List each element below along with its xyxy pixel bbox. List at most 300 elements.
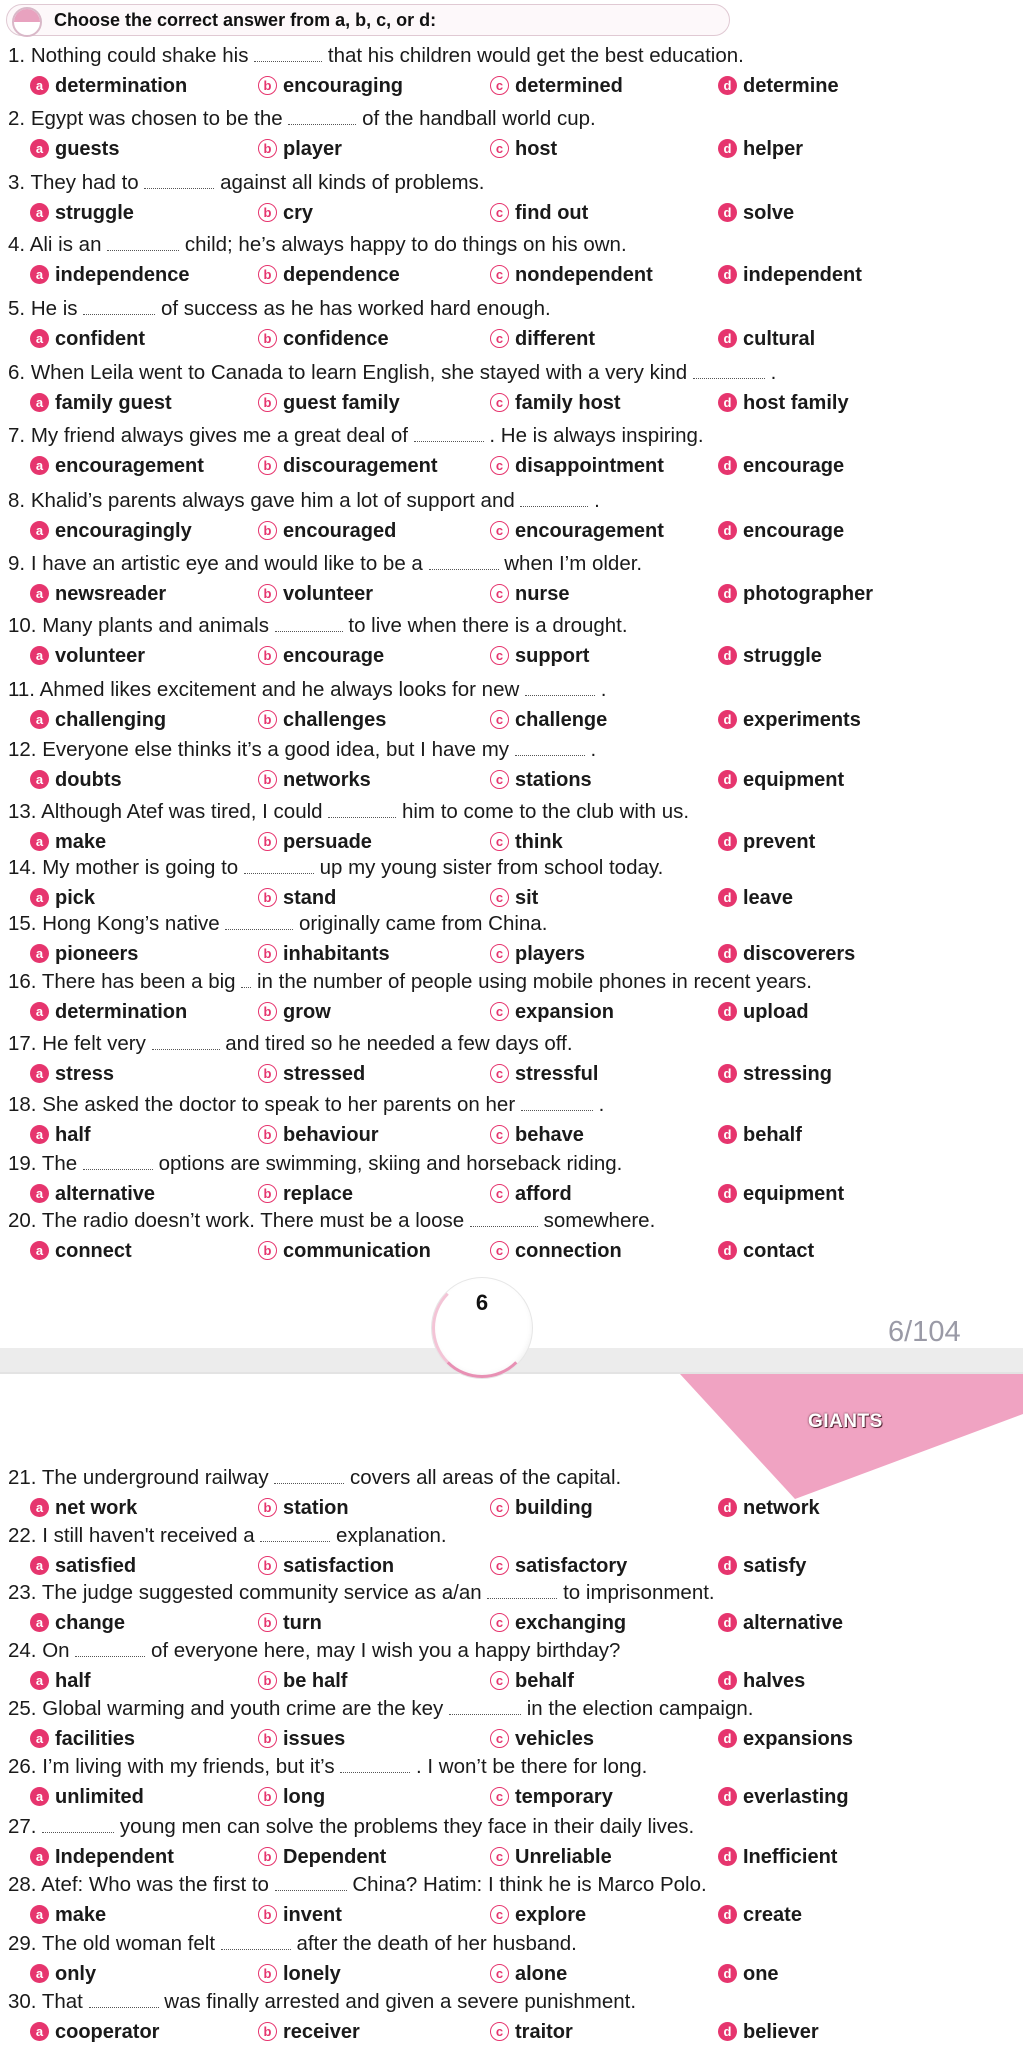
option-letter-badge: c	[490, 1498, 509, 1517]
question-tail: up my young sister from school today.	[319, 856, 664, 879]
option-label: support	[515, 645, 590, 667]
option-b[interactable]	[258, 942, 390, 966]
option-c[interactable]	[490, 2020, 573, 2044]
question-number: 3.	[8, 171, 26, 194]
option-label: expansions	[743, 1728, 854, 1750]
option-letter-badge: b	[258, 393, 277, 412]
answer-blank[interactable]	[340, 1755, 410, 1773]
option-c[interactable]	[490, 519, 664, 543]
option-b[interactable]	[258, 1845, 386, 1869]
option-a[interactable]	[30, 1785, 144, 1809]
option-label: network	[743, 1497, 820, 1519]
option-c[interactable]	[490, 1727, 594, 1751]
question-tail: and tired so he needed a few days off.	[225, 1032, 573, 1055]
option-b[interactable]	[258, 201, 313, 225]
answer-blank[interactable]	[83, 297, 155, 315]
question-tail: China? Hatim: I think he is Marco Polo.	[352, 1873, 707, 1896]
option-letter-badge: d	[718, 944, 737, 963]
answer-blank[interactable]	[75, 1639, 145, 1657]
option-a[interactable]	[30, 1903, 106, 1927]
option-d[interactable]	[718, 137, 803, 161]
option-d[interactable]	[718, 1239, 814, 1263]
option-c[interactable]	[490, 137, 557, 161]
option-letter-badge: c	[490, 710, 509, 729]
option-b[interactable]	[258, 327, 389, 351]
answer-blank[interactable]	[693, 361, 765, 379]
answer-blank[interactable]	[144, 171, 214, 189]
question-text	[8, 1524, 1018, 1548]
option-a[interactable]	[30, 768, 122, 792]
option-c[interactable]	[490, 1239, 622, 1263]
option-b[interactable]	[258, 1062, 365, 1086]
question-number: 12.	[8, 738, 37, 761]
question-stem: Ahmed likes excitement and he always looks for new	[39, 678, 520, 701]
answer-blank[interactable]	[275, 1873, 347, 1891]
option-d[interactable]	[718, 327, 815, 351]
option-d[interactable]	[718, 2020, 819, 2044]
option-label: photographer	[743, 583, 873, 605]
answer-blank[interactable]	[42, 1815, 114, 1833]
option-a[interactable]	[30, 327, 145, 351]
giants-logo: GIANTS	[808, 1411, 883, 1432]
question-text	[8, 1990, 1018, 2014]
option-letter-badge: b	[258, 265, 277, 284]
option-label: half	[55, 1124, 91, 1146]
option-label: net work	[55, 1497, 138, 1519]
option-b[interactable]	[258, 1000, 331, 1024]
option-d[interactable]	[718, 768, 844, 792]
option-a[interactable]	[30, 137, 119, 161]
answer-blank[interactable]	[328, 800, 396, 818]
answer-blank[interactable]	[241, 970, 251, 988]
option-c[interactable]	[490, 1062, 598, 1086]
option-label: family guest	[55, 392, 172, 414]
question-tail: young men can solve the problems they face in their daily lives.	[119, 1815, 695, 1838]
option-b[interactable]	[258, 768, 371, 792]
half-circle-icon	[12, 7, 42, 37]
option-letter-badge: d	[718, 888, 737, 907]
option-letter-badge: c	[490, 1905, 509, 1924]
question-stem: The old woman felt	[41, 1932, 216, 1955]
question-number: 4.	[8, 233, 26, 256]
option-label: communication	[283, 1240, 431, 1262]
option-d[interactable]	[718, 644, 822, 668]
option-label: challenges	[283, 709, 387, 731]
option-letter-badge: c	[490, 203, 509, 222]
option-c[interactable]	[490, 1000, 614, 1024]
option-c[interactable]	[490, 1182, 572, 1206]
answer-blank[interactable]	[521, 1093, 593, 1111]
question-text	[8, 233, 1018, 257]
option-label: make	[55, 1904, 107, 1926]
option-b[interactable]	[258, 391, 400, 415]
option-letter-badge: c	[490, 944, 509, 963]
option-a[interactable]	[30, 391, 172, 415]
option-d[interactable]	[718, 1962, 779, 1986]
option-c[interactable]	[490, 768, 592, 792]
option-label: half	[55, 1670, 91, 1692]
option-a[interactable]	[30, 582, 166, 606]
option-a[interactable]	[30, 1062, 114, 1086]
question-stem: The	[41, 1152, 78, 1175]
option-d[interactable]	[718, 74, 839, 98]
question-tail: .	[594, 489, 600, 512]
option-letter-badge: d	[718, 1556, 737, 1575]
option-a[interactable]	[30, 830, 106, 854]
option-label: satisfaction	[283, 1555, 395, 1577]
option-a[interactable]	[30, 1669, 91, 1693]
option-d[interactable]	[718, 1903, 802, 1927]
option-label: satisfied	[55, 1555, 137, 1577]
option-d[interactable]	[718, 1554, 806, 1578]
option-label: temporary	[515, 1786, 613, 1808]
option-a[interactable]	[30, 1845, 174, 1869]
answer-blank[interactable]	[254, 44, 322, 62]
question-stem: There has been a big	[41, 970, 236, 993]
option-a[interactable]	[30, 519, 192, 543]
option-c[interactable]	[490, 1123, 584, 1147]
option-letter-badge: b	[258, 203, 277, 222]
answer-blank[interactable]	[83, 1152, 153, 1170]
question-text	[8, 171, 1018, 195]
option-b[interactable]	[258, 1903, 342, 1927]
option-label: replace	[283, 1183, 354, 1205]
question-tail: options are swimming, skiing and horseback riding.	[158, 1152, 623, 1175]
option-letter-badge: a	[30, 1064, 49, 1083]
option-b[interactable]	[258, 454, 437, 478]
option-letter-badge: d	[718, 1184, 737, 1203]
answer-blank[interactable]	[515, 738, 585, 756]
option-label: stations	[515, 769, 592, 791]
answer-blank[interactable]	[470, 1209, 538, 1227]
option-c[interactable]	[490, 1611, 626, 1635]
answer-blank[interactable]	[244, 856, 314, 874]
option-letter-badge: c	[490, 1847, 509, 1866]
option-c[interactable]	[490, 1962, 567, 1986]
option-label: satisfactory	[515, 1555, 628, 1577]
option-a[interactable]	[30, 74, 187, 98]
option-d[interactable]	[718, 1123, 802, 1147]
answer-blank[interactable]	[275, 614, 343, 632]
option-a[interactable]	[30, 886, 95, 910]
option-letter-badge: b	[258, 832, 277, 851]
question-tail: originally came from China.	[299, 912, 548, 935]
option-label: host family	[743, 392, 849, 414]
answer-blank[interactable]	[487, 1581, 557, 1599]
option-c[interactable]	[490, 644, 589, 668]
option-a[interactable]	[30, 1000, 187, 1024]
option-a[interactable]	[30, 708, 166, 732]
option-label: encouraging	[283, 75, 404, 97]
option-b[interactable]	[258, 1727, 345, 1751]
option-label: discoverers	[743, 943, 856, 965]
option-b[interactable]	[258, 1962, 341, 1986]
option-label: inhabitants	[283, 943, 390, 965]
option-letter-badge: c	[490, 76, 509, 95]
option-label: alternative	[55, 1183, 156, 1205]
option-letter-badge: a	[30, 1002, 49, 1021]
option-c[interactable]	[490, 942, 585, 966]
option-label: stress	[55, 1063, 114, 1085]
option-d[interactable]	[718, 1727, 853, 1751]
question-tail: .	[590, 738, 597, 761]
option-letter-badge: d	[718, 1729, 737, 1748]
option-letter-badge: b	[258, 1613, 277, 1632]
option-letter-badge: d	[718, 393, 737, 412]
option-c[interactable]	[490, 327, 595, 351]
option-letter-badge: a	[30, 770, 49, 789]
option-label: afford	[515, 1183, 572, 1205]
answer-blank[interactable]	[429, 552, 499, 570]
option-b[interactable]	[258, 1496, 349, 1520]
option-b[interactable]	[258, 1182, 353, 1206]
option-a[interactable]	[30, 2020, 159, 2044]
option-a[interactable]	[30, 1182, 155, 1206]
question-tail: child; he’s always happy to do things on his own.	[184, 233, 627, 256]
option-a[interactable]	[30, 1962, 96, 1986]
answer-blank[interactable]	[107, 233, 179, 251]
option-a[interactable]	[30, 1727, 135, 1751]
option-label: cultural	[743, 328, 816, 350]
question-stem: Many plants and animals	[42, 614, 269, 637]
option-d[interactable]	[718, 263, 862, 287]
option-b[interactable]	[258, 886, 336, 910]
option-label: Independent	[55, 1846, 174, 1868]
option-c[interactable]	[490, 201, 588, 225]
option-letter-badge: d	[718, 1905, 737, 1924]
option-letter-badge: a	[30, 393, 49, 412]
option-letter-badge: d	[718, 265, 737, 284]
option-b[interactable]	[258, 263, 400, 287]
question-tail: that his children would get the best education.	[327, 44, 744, 67]
option-label: alone	[515, 1963, 568, 1985]
option-letter-badge: a	[30, 139, 49, 158]
option-b[interactable]	[258, 2020, 360, 2044]
option-a[interactable]	[30, 1239, 132, 1263]
question-text	[8, 678, 1018, 702]
question-tail: him to come to the club with us.	[401, 800, 690, 823]
option-letter-badge: b	[258, 710, 277, 729]
question-text	[8, 489, 1018, 513]
option-c[interactable]	[490, 1903, 586, 1927]
option-label: leave	[743, 887, 794, 909]
option-c[interactable]	[490, 582, 569, 606]
option-c[interactable]	[490, 1785, 613, 1809]
option-d[interactable]	[718, 1182, 844, 1206]
option-b[interactable]	[258, 1785, 325, 1809]
question-stem: I still haven't received a	[42, 1524, 255, 1547]
question-stem: Everyone else thinks it’s a good idea, but I have my	[42, 738, 510, 761]
question-number: 10.	[8, 614, 37, 637]
answer-blank[interactable]	[520, 489, 588, 507]
option-d[interactable]	[718, 830, 815, 854]
option-letter-badge: b	[258, 2022, 277, 2041]
option-b[interactable]	[258, 519, 396, 543]
option-d[interactable]	[718, 1845, 837, 1869]
option-letter-badge: d	[718, 1964, 737, 1983]
option-d[interactable]	[718, 1496, 820, 1520]
option-a[interactable]	[30, 644, 145, 668]
option-letter-badge: c	[490, 456, 509, 475]
option-a[interactable]	[30, 201, 134, 225]
option-label: confidence	[283, 328, 389, 350]
option-label: newsreader	[55, 583, 167, 605]
option-letter-badge: a	[30, 203, 49, 222]
option-b[interactable]	[258, 1123, 379, 1147]
option-label: Inefficient	[743, 1846, 838, 1868]
question-text	[8, 912, 1018, 936]
option-c[interactable]	[490, 708, 607, 732]
option-label: determine	[743, 75, 839, 97]
option-letter-badge: d	[718, 1671, 737, 1690]
option-b[interactable]	[258, 1239, 431, 1263]
option-label: cry	[283, 202, 314, 224]
option-d[interactable]	[718, 1611, 843, 1635]
answer-blank[interactable]	[274, 1466, 344, 1484]
option-b[interactable]	[258, 1554, 394, 1578]
option-letter-badge: c	[490, 888, 509, 907]
answer-blank[interactable]	[525, 678, 595, 696]
question-tail: after the death of her husband.	[296, 1932, 577, 1955]
option-b[interactable]	[258, 1611, 322, 1635]
question-number: 25.	[8, 1697, 37, 1720]
option-letter-badge: b	[258, 1847, 277, 1866]
question-number: 28.	[8, 1873, 37, 1896]
option-d[interactable]	[718, 519, 844, 543]
option-label: dependence	[283, 264, 400, 286]
option-c[interactable]	[490, 391, 621, 415]
option-letter-badge: d	[718, 584, 737, 603]
option-c[interactable]	[490, 886, 538, 910]
option-letter-badge: c	[490, 1556, 509, 1575]
option-label: struggle	[55, 202, 134, 224]
answer-blank[interactable]	[288, 107, 356, 125]
option-d[interactable]	[718, 1062, 832, 1086]
option-c[interactable]	[490, 263, 653, 287]
option-label: encourage	[283, 645, 385, 667]
question-tail: .	[770, 361, 777, 384]
answer-blank[interactable]	[260, 1524, 330, 1542]
option-d[interactable]	[718, 942, 855, 966]
option-letter-badge: b	[258, 329, 277, 348]
option-label: unlimited	[55, 1786, 144, 1808]
option-d[interactable]	[718, 391, 849, 415]
option-a[interactable]	[30, 942, 138, 966]
option-label: one	[743, 1963, 779, 1985]
option-b[interactable]	[258, 644, 384, 668]
option-letter-badge: b	[258, 76, 277, 95]
option-letter-badge: b	[258, 1498, 277, 1517]
option-c[interactable]	[490, 1845, 612, 1869]
option-d[interactable]	[718, 454, 844, 478]
option-a[interactable]	[30, 263, 189, 287]
option-letter-badge: c	[490, 1241, 509, 1260]
option-b[interactable]	[258, 582, 373, 606]
option-b[interactable]	[258, 830, 372, 854]
answer-blank[interactable]	[89, 1990, 159, 2008]
answer-blank[interactable]	[221, 1932, 291, 1950]
option-letter-badge: a	[30, 2022, 49, 2041]
question-stem: Khalid’s parents always gave him a lot of support and	[30, 489, 515, 512]
option-c[interactable]	[490, 1669, 574, 1693]
option-letter-badge: b	[258, 1556, 277, 1575]
question-number: 5.	[8, 297, 26, 320]
option-b[interactable]	[258, 74, 403, 98]
option-a[interactable]	[30, 1123, 91, 1147]
option-label: independent	[743, 264, 862, 286]
option-label: facilities	[55, 1728, 136, 1750]
answer-blank[interactable]	[225, 912, 293, 930]
question-number: 1.	[8, 44, 26, 67]
question-tail: was finally arrested and given a severe punishment.	[164, 1990, 637, 2013]
question-tail: . I won’t be there for long.	[416, 1755, 648, 1778]
question-tail: . He is always inspiring.	[489, 424, 704, 447]
option-a[interactable]	[30, 1496, 137, 1520]
option-b[interactable]	[258, 1669, 347, 1693]
option-d[interactable]	[718, 1669, 805, 1693]
option-d[interactable]	[718, 886, 793, 910]
option-label: building	[515, 1497, 593, 1519]
option-letter-badge: b	[258, 1787, 277, 1806]
option-letter-badge: d	[718, 329, 737, 348]
answer-blank[interactable]	[414, 424, 484, 442]
question-text	[8, 1581, 1018, 1605]
option-letter-badge: c	[490, 832, 509, 851]
option-c[interactable]	[490, 1496, 593, 1520]
option-letter-badge: c	[490, 770, 509, 789]
option-label: guest family	[283, 392, 400, 414]
option-d[interactable]	[718, 1785, 849, 1809]
option-label: experiments	[743, 709, 861, 731]
option-d[interactable]	[718, 1000, 809, 1024]
option-d[interactable]	[718, 582, 873, 606]
option-letter-badge: a	[30, 584, 49, 603]
option-b[interactable]	[258, 137, 342, 161]
option-letter-badge: c	[490, 1064, 509, 1083]
question-number: 11.	[8, 678, 35, 701]
option-a[interactable]	[30, 1611, 125, 1635]
option-label: equipment	[743, 1183, 845, 1205]
option-c[interactable]	[490, 1554, 627, 1578]
option-letter-badge: b	[258, 770, 277, 789]
question-stem: Egypt was chosen to be the	[30, 107, 283, 130]
option-label: Dependent	[283, 1846, 387, 1868]
question-tail: of the handball world cup.	[362, 107, 596, 130]
option-letter-badge: b	[258, 1729, 277, 1748]
option-a[interactable]	[30, 1554, 136, 1578]
question-number: 9.	[8, 552, 26, 575]
option-label: connect	[55, 1240, 132, 1262]
option-label: behaviour	[283, 1124, 379, 1146]
option-c[interactable]	[490, 830, 563, 854]
option-d[interactable]	[718, 201, 794, 225]
option-d[interactable]	[718, 708, 861, 732]
option-c[interactable]	[490, 454, 664, 478]
option-label: nondependent	[515, 264, 653, 286]
option-letter-badge: a	[30, 76, 49, 95]
answer-blank[interactable]	[152, 1032, 220, 1050]
option-label: confident	[55, 328, 145, 350]
option-label: long	[283, 1786, 326, 1808]
option-label: encourage	[743, 455, 845, 477]
question-text	[8, 1873, 1018, 1897]
option-a[interactable]	[30, 454, 204, 478]
option-c[interactable]	[490, 74, 623, 98]
option-letter-badge: a	[30, 1498, 49, 1517]
answer-blank[interactable]	[449, 1697, 521, 1715]
question-number: 20.	[8, 1209, 37, 1232]
option-b[interactable]	[258, 708, 386, 732]
